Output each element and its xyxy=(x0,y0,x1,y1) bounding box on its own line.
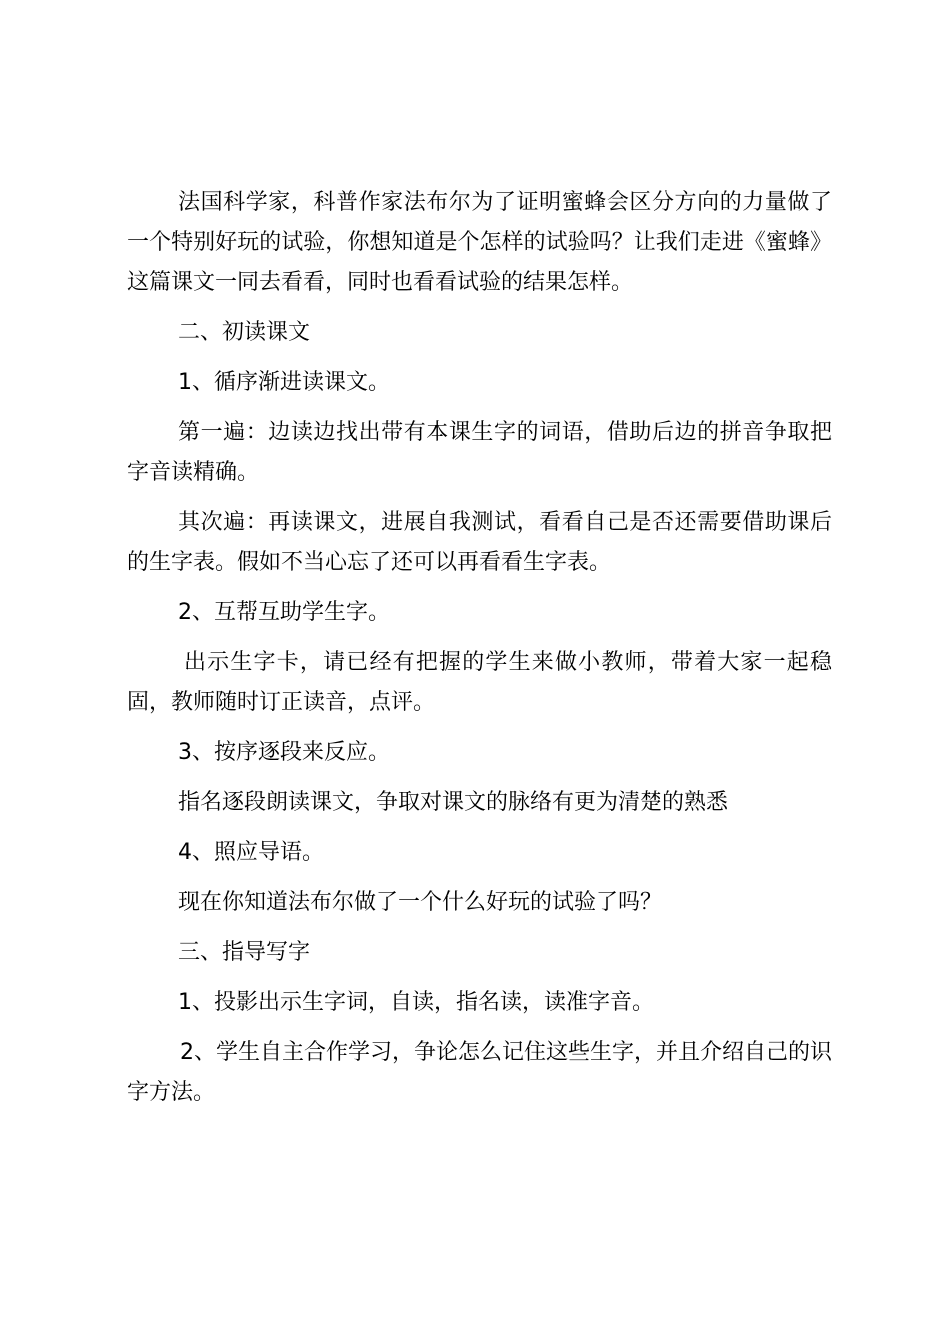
writing-step-1: 1、投影出示生字词，自读，指名读，读准字音。 xyxy=(178,990,654,1015)
step-3-heading: 3、按序逐段来反应。 xyxy=(178,740,390,765)
intro-paragraph: 法国科学家，科普作家法布尔为了证明蜜蜂会区分方向的力量做了一个特别好玩的试验，你想知道是个怎样的试验吗？让我们走进《蜜蜂》这篇课文一同去看看，同时也看看试验的结果怎样。 xyxy=(127,190,832,295)
step-4-heading: 4、照应导语。 xyxy=(178,840,324,865)
step-1-heading: 1、循序渐进读课文。 xyxy=(178,370,390,395)
writing-step-2: 2、学生自主合作学习，争论怎么记住这些生字，并且介绍自己的识字方法。 xyxy=(127,1040,832,1105)
flashcard-paragraph: 出示生字卡，请已经有把握的学生来做小教师，带着大家一起稳固，教师随时订正读音，点评。 xyxy=(127,650,832,715)
step-2-heading: 2、互帮互助学生字。 xyxy=(178,600,390,625)
document-page xyxy=(127,183,832,1123)
question-paragraph: 现在你知道法布尔做了一个什么好玩的试验了吗？ xyxy=(178,890,663,915)
section-heading-first-reading: 二、初读课文 xyxy=(178,320,311,345)
section-heading-writing: 三、指导写字 xyxy=(178,940,311,965)
second-pass-paragraph: 其次遍：再读课文，进展自我测试，看看自己是否还需要借助课后的生字表。假如不当心忘了还可以再看看生字表。 xyxy=(127,510,832,575)
first-pass-paragraph: 第一遍：边读边找出带有本课生字的词语，借助后边的拼音争取把字音读精确。 xyxy=(127,420,832,485)
read-aloud-paragraph: 指名逐段朗读课文，争取对课文的脉络有更为清楚的熟悉 xyxy=(178,790,729,815)
